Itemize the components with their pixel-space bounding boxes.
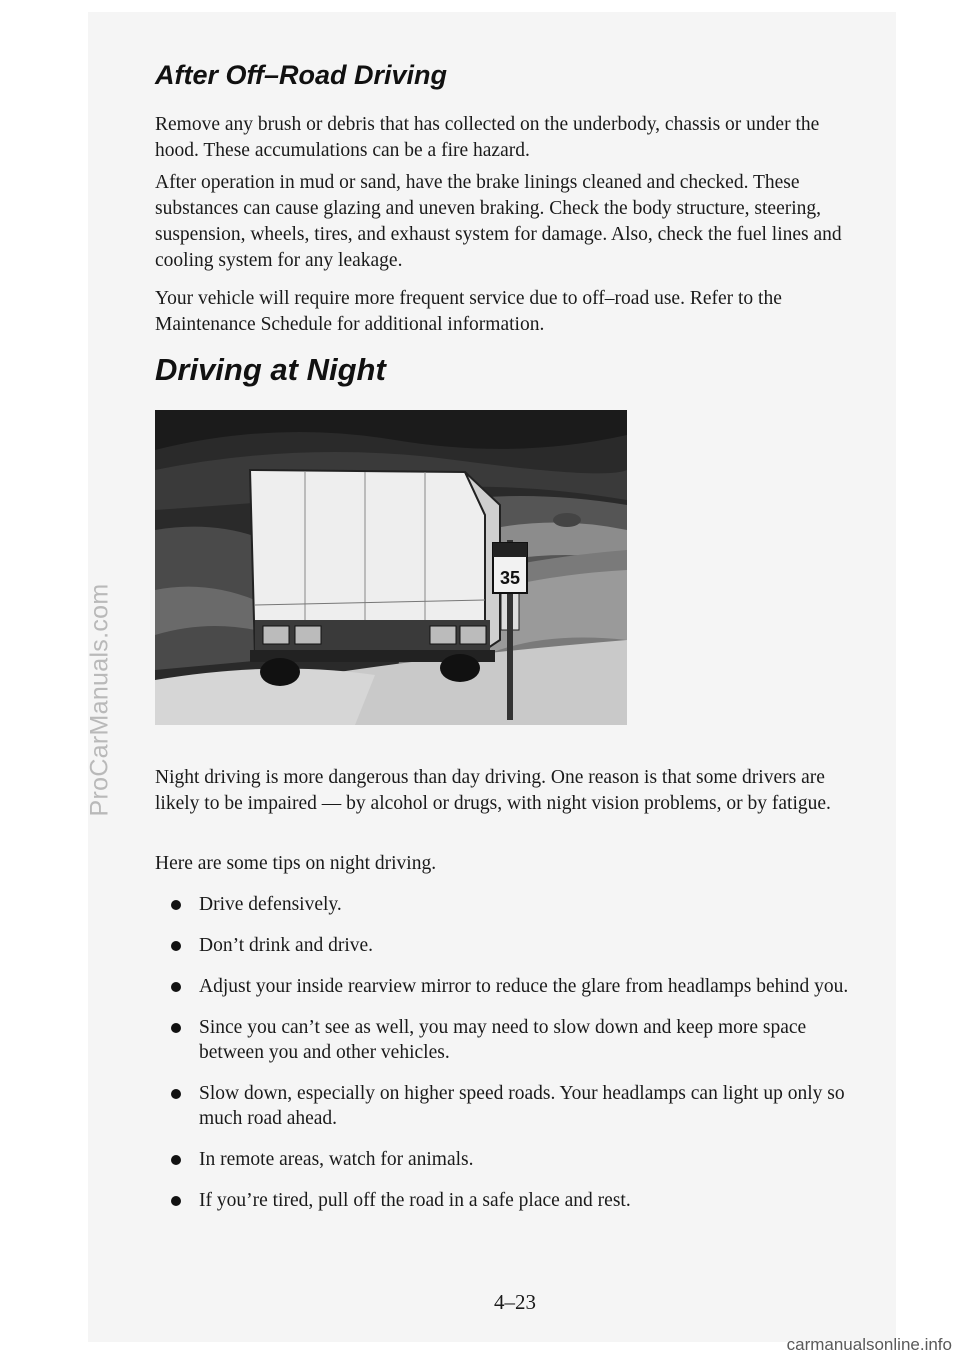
list-item <box>155 1081 867 1131</box>
paragraph: Your vehicle will require more frequent service due to off–road use. Refer to the Maintenance Schedule for additional information. <box>155 288 782 335</box>
bullet-icon <box>171 1089 181 1099</box>
bullet-icon <box>171 1023 181 1033</box>
list-item-text: If you’re tired, pull off the road in a safe place and rest. <box>199 1190 631 1211</box>
list-item <box>155 933 867 958</box>
truck-at-night-drawing <box>155 410 627 725</box>
bullet-icon <box>171 941 181 951</box>
speed-limit-sign-text: 35 <box>499 568 521 588</box>
list-item <box>155 892 867 917</box>
list-item <box>155 974 867 999</box>
list-item-text: Since you can’t see as well, you may need to slow down and keep more space between you and other vehicles. <box>199 1017 807 1063</box>
bullet-icon <box>171 900 181 910</box>
footer-watermark: carmanualsonline.info <box>786 1335 952 1354</box>
bullet-icon <box>171 1196 181 1206</box>
night-truck-illustration <box>155 410 627 725</box>
bullet-icon <box>171 982 181 992</box>
list-item-text: In remote areas, watch for animals. <box>199 1149 474 1170</box>
section-heading-night: Driving at Night <box>155 352 386 387</box>
night-driving-tips-list <box>155 892 867 1213</box>
paragraph: Here are some tips on night driving. <box>155 853 437 874</box>
list-item <box>155 1188 867 1213</box>
side-watermark: ProCarManuals.com <box>85 583 114 817</box>
paragraph: Remove any brush or debris that has collected on the underbody, chassis or under the hood. These accumulations can be a fire hazard. <box>155 114 820 161</box>
list-item-text: Drive defensively. <box>199 894 342 915</box>
paragraph: Night driving is more dangerous than day driving. One reason is that some drivers are likely to be impaired — by alcohol or drugs, with night vision problems, or by fatigue. <box>155 767 831 814</box>
paragraph: After operation in mud or sand, have the brake linings cleaned and checked. These substances can cause glazing and uneven braking. Check the body structure, steering, suspension, wheels, tires, and exhaust system for damage. Also, check the fuel lines and cooling system for any leakage. <box>155 172 842 271</box>
list-item-text: Slow down, especially on higher speed roads. Your headlamps can light up only so much road ahead. <box>199 1083 845 1129</box>
list-item <box>155 1147 867 1172</box>
list-item-text: Don’t drink and drive. <box>199 935 374 956</box>
list-item-text: Adjust your inside rearview mirror to reduce the glare from headlamps behind you. <box>199 976 849 997</box>
bullet-icon <box>171 1155 181 1165</box>
list-item <box>155 1015 867 1065</box>
page-number: 4–23 <box>494 1290 536 1314</box>
section-heading-off-road: After Off–Road Driving <box>155 60 448 90</box>
